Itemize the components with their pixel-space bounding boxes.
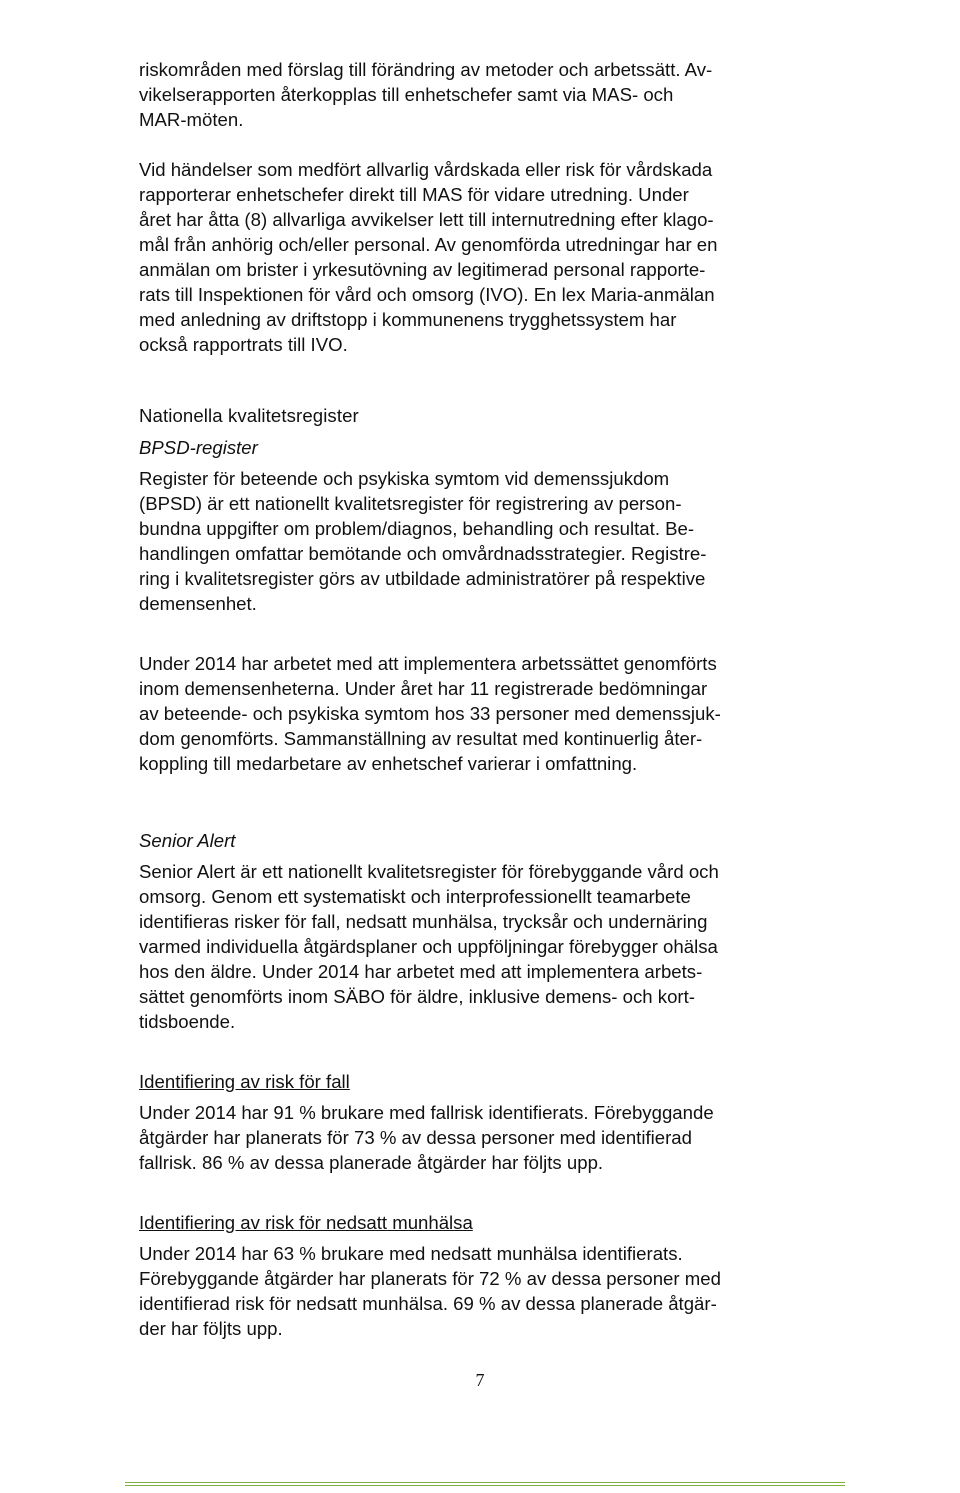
text-line: mål från anhörig och/eller personal. Av genomförda utredningar har en <box>139 234 718 255</box>
text-line: fallrisk. 86 % av dessa planerade åtgärder har följts upp. <box>139 1152 604 1173</box>
text-line: Vid händelser som medfört allvarlig vårdskada eller risk för vårdskada <box>139 159 713 180</box>
paragraph-senior-alert <box>139 859 829 1034</box>
text-line: koppling till medarbetare av enhetschef varierar i omfattning. <box>139 753 638 774</box>
text-line: året har åtta (8) allvarliga avvikelser lett till internutredning efter klago- <box>139 209 714 230</box>
text-line: bundna uppgifter om problem/diagnos, behandling och resultat. Be- <box>139 518 695 539</box>
paragraph-vardskada <box>139 157 829 357</box>
text-line: omsorg. Genom ett systematiskt och interprofessionellt teamarbete <box>139 886 691 907</box>
heading-risk-fall: Identifiering av risk för fall <box>139 1071 350 1092</box>
text-line: Register för beteende och psykiska symtom vid demenssjukdom <box>139 468 670 489</box>
paragraph-bpsd-2014 <box>139 651 829 776</box>
document-page <box>139 57 829 1341</box>
text-line: varmed individuella åtgärdsplaner och uppföljningar förebygger ohälsa <box>139 936 718 957</box>
text-line: ring i kvalitetsregister görs av utbildade administratörer på respektive <box>139 568 706 589</box>
page-number: 7 <box>475 1370 485 1390</box>
paragraph-avvikelserapport <box>139 57 829 132</box>
text-line: vikelserapporten återkopplas till enhetschefer samt via MAS- och <box>139 84 674 105</box>
heading-nationella-kvalitetsregister: Nationella kvalitetsregister <box>139 405 359 426</box>
text-line: demensenhet. <box>139 593 257 614</box>
text-line: der har följts upp. <box>139 1318 283 1339</box>
text-line: identifierad risk för nedsatt munhälsa. 69 % av dessa planerade åtgär- <box>139 1293 717 1314</box>
text-line: tidsboende. <box>139 1011 236 1032</box>
heading-risk-munhalsa: Identifiering av risk för nedsatt munhälsa <box>139 1212 473 1233</box>
text-line: Under 2014 har 63 % brukare med nedsatt munhälsa identifierats. <box>139 1243 683 1264</box>
text-line: Förebyggande åtgärder har planerats för 72 % av dessa personer med <box>139 1268 721 1289</box>
paragraph-risk-munhalsa <box>139 1241 829 1341</box>
text-line: handlingen omfattar bemötande och omvårdnadsstrategier. Registre- <box>139 543 707 564</box>
text-line: hos den äldre. Under 2014 har arbetet med att implementera arbets- <box>139 961 703 982</box>
text-line: sättet genomförts inom SÄBO för äldre, inklusive demens- och kort- <box>139 986 695 1007</box>
text-line: MAR-möten. <box>139 109 244 130</box>
text-line: av beteende- och psykiska symtom hos 33 personer med demenssjuk- <box>139 703 721 724</box>
heading-bpsd-register: BPSD-register <box>139 437 258 458</box>
text-line: riskområden med förslag till förändring av metoder och arbetssätt. Av- <box>139 59 713 80</box>
text-line: Under 2014 har 91 % brukare med fallrisk identifierats. Förebyggande <box>139 1102 714 1123</box>
paragraph-bpsd-description <box>139 466 829 616</box>
text-line: rats till Inspektionen för vård och omsorg (IVO). En lex Maria-anmälan <box>139 284 715 305</box>
text-line: åtgärder har planerats för 73 % av dessa personer med identifierad <box>139 1127 692 1148</box>
text-line: rapporterar enhetschefer direkt till MAS för vidare utredning. Under <box>139 184 689 205</box>
text-line: identifieras risker för fall, nedsatt munhälsa, trycksår och undernäring <box>139 911 708 932</box>
text-line: också rapportrats till IVO. <box>139 334 348 355</box>
text-line: Under 2014 har arbetet med att implementera arbetssättet genomförts <box>139 653 717 674</box>
text-line: inom demensenheterna. Under året har 11 registrerade bedömningar <box>139 678 708 699</box>
text-line: (BPSD) är ett nationellt kvalitetsregister för registrering av person- <box>139 493 682 514</box>
text-line: anmälan om brister i yrkesutövning av legitimerad personal rapporte- <box>139 259 706 280</box>
heading-senior-alert: Senior Alert <box>139 830 236 851</box>
text-line: Senior Alert är ett nationellt kvalitetsregister för förebyggande vård och <box>139 861 719 882</box>
paragraph-risk-fall <box>139 1100 829 1175</box>
text-line: med anledning av driftstopp i kommunenens trygghetssystem har <box>139 309 677 330</box>
text-line: dom genomförts. Sammanställning av resultat med kontinuerlig åter- <box>139 728 703 749</box>
footer-divider <box>125 1482 845 1486</box>
